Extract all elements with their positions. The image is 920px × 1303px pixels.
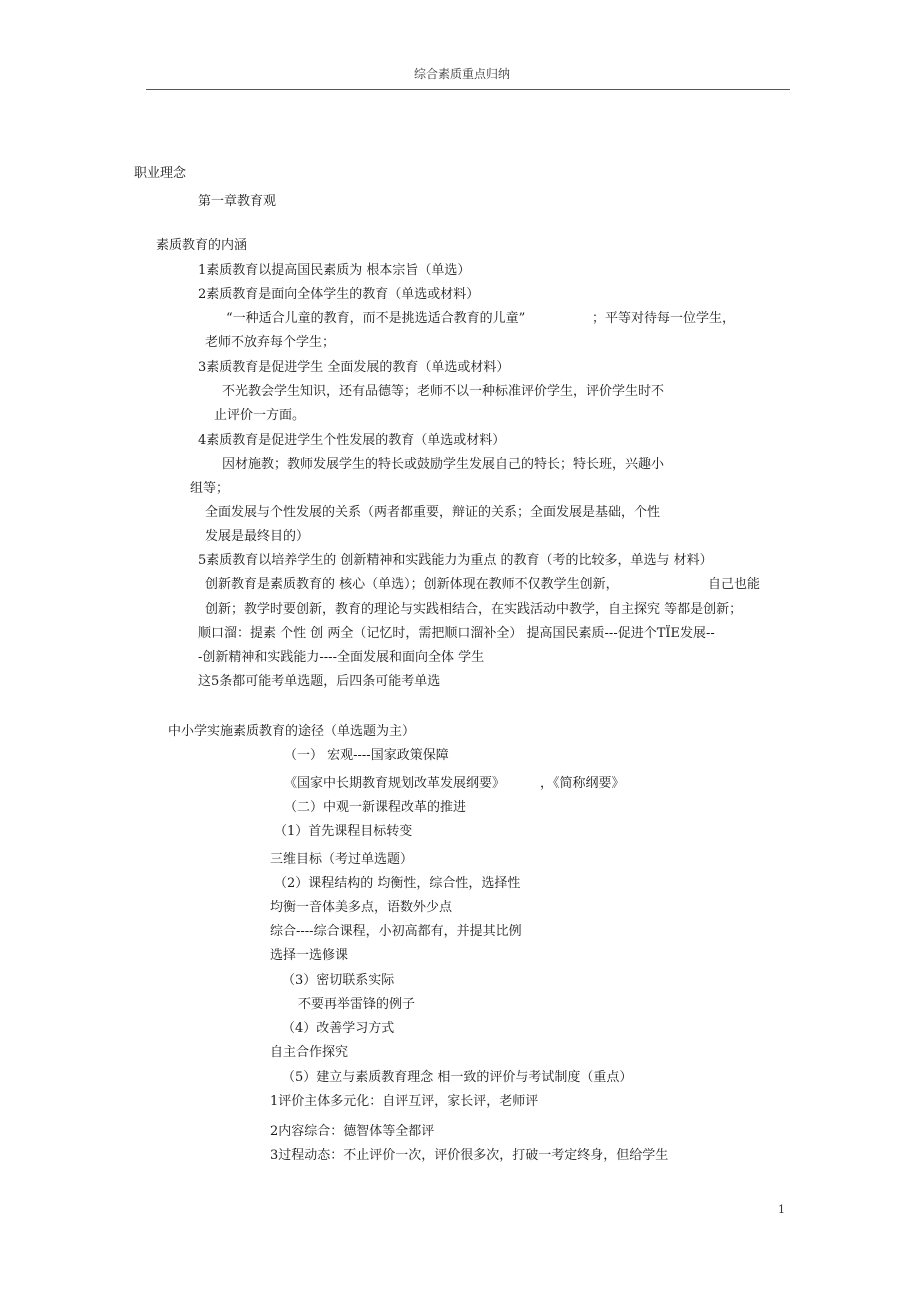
text-line: （二）中观一新课程改革的推进 [284, 800, 467, 815]
text-line: 综合----综合课程，小初高都有，并提其比例 [270, 924, 522, 939]
text-line: 3素质教育是促进学生 全面发展的教育（单选或材料） [198, 360, 510, 375]
text-line: 这5条都可能考单选题，后四条可能考单选 [198, 674, 441, 689]
text-line: 自己也能 [708, 577, 761, 592]
text-line: 2内容综合：德智体等全都评 [270, 1124, 435, 1139]
text-line: （1）首先课程目标转变 [274, 824, 413, 839]
text-line: 5素质教育以培养学生的 创新精神和实践能力为重点 的教育（考的比较多，单选与 材料） [198, 553, 713, 568]
subsection-title: 素质教育的内涵 [156, 238, 248, 253]
text-line: 老师不放弃每个学生； [205, 335, 336, 350]
text-line: 4素质教育是促进学生个性发展的教育（单选或材料） [198, 433, 506, 448]
text-line: 1素质教育以提高国民素质为 根本宗旨（单选） [198, 263, 471, 278]
text-line: 创新教育是素质教育的 核心（单选）；创新体现在教师不仅教学生创新， [205, 577, 619, 592]
subsection-title: 中小学实施素质教育的途径（单选题为主） [168, 724, 416, 739]
text-line: 不要再举雷锋的例子 [298, 997, 416, 1012]
text-line: 不光教会学生知识，还有品德等；老师不以一种标准评价学生，评价学生时不 [222, 384, 665, 399]
text-line: 自主合作探究 [270, 1045, 349, 1060]
section-title: 职业理念 [134, 166, 187, 181]
text-line: -创新精神和实践能力----全面发展和面向全体 学生 [198, 650, 485, 665]
chapter-title: 第一章教育观 [198, 194, 277, 209]
text-line: （3）密切联系实际 [282, 973, 395, 988]
text-line: 因材施教；教师发展学生的特长或鼓励学生发展自己的特长；特长班，兴趣小 [222, 457, 665, 472]
text-line: 选择一选修课 [270, 948, 349, 963]
text-line: 3过程动态：不止评价一次，评价很多次，打破一考定终身，但给学生 [270, 1148, 669, 1163]
header-rule [146, 89, 790, 90]
page-header-title: 综合素质重点归纳 [414, 67, 511, 81]
text-line: （4）改善学习方式 [282, 1021, 395, 1036]
text-line: 2素质教育是面向全体学生的教育（单选或材料） [198, 287, 480, 302]
text-line: （5）建立与素质教育理念 相一致的评价与考试制度（重点） [282, 1070, 633, 1085]
text-line: （2）课程结构的 均衡性，综合性，选择性 [274, 876, 521, 891]
text-line: （一） 宏观----国家政策保障 [284, 748, 449, 763]
text-line: ；平等对待每一位学生， [592, 311, 736, 326]
text-line: 止评价一方面。 [214, 408, 306, 423]
text-line: 三维目标（考过单选题） [270, 852, 414, 867]
text-line: 顺口溜：提素 个性 创 两全（记忆时，需把顺口溜补全） 提高国民素质---促进个TÏE发展-- [198, 626, 715, 641]
text-line: 创新；教学时要创新，教育的理论与实践相结合，在实践活动中教学，自主探究 等都是创新； [205, 602, 743, 617]
text-line: 组等； [190, 481, 230, 496]
text-line: “一种适合儿童的教育，而不是挑选适合教育的儿童” [226, 311, 526, 326]
text-line: 发展是最终目的） [205, 529, 310, 544]
text-line: ，《简称纲要》 [540, 776, 625, 791]
page-number: 1 [778, 1203, 785, 1216]
text-line: 1评价主体多元化：自评互评，家长评，老师评 [270, 1094, 539, 1109]
text-line: 《国家中长期教育规划改革发展纲要》 [284, 776, 506, 791]
text-line: 均衡一音体美多点，语数外少点 [270, 900, 453, 915]
text-line: 全面发展与个性发展的关系（两者都重要，辩证的关系；全面发展是基础，个性 [205, 505, 661, 520]
